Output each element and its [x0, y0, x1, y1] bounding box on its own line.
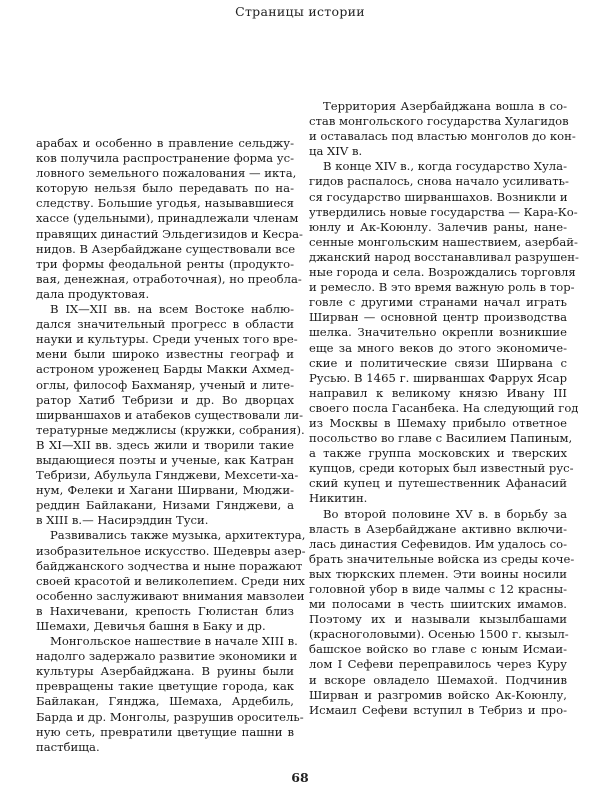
text-line: оглы, философ Бахманяр, ученый и лите- — [36, 377, 294, 392]
text-line: ков получила распространение форма ус- — [36, 151, 294, 166]
text-line: тературные меджлисы (кружки, собрания). — [36, 422, 305, 437]
text-line: головной убор в виде чалмы с 12 красны- — [309, 582, 567, 596]
text-line: пастбища. — [36, 739, 100, 754]
text-line: Поэтому их и называли кызылбашами — [309, 612, 567, 627]
text-line: дала продуктовая. — [36, 286, 150, 301]
text-line: Шемахи, Девичья башня в Баку и др. — [36, 619, 266, 633]
text-line: лом I Сефеви переправилось через Куру — [309, 657, 567, 672]
text-line: брать значительные войска из среды коче- — [309, 551, 575, 566]
paragraph — [36, 634, 304, 755]
text-line: шелка. Значительно окрепли возникшие — [309, 325, 567, 340]
text-line: власть в Азербайджане активно включи- — [309, 521, 567, 536]
text-line: арабах и особенно в правление сельджу- — [36, 136, 294, 150]
text-line: Барда и др. Монголы, разрушив ороситель- — [36, 709, 304, 724]
text-line: Русью. В 1465 г. ширваншах Фаррух Ясар — [309, 370, 567, 385]
text-line: ца XIV в. — [309, 144, 363, 159]
text-line: три формы феодальной ренты (продукто- — [36, 256, 294, 271]
text-line: еще за много веков до этого экономиче- — [309, 340, 567, 355]
text-line: превращены такие цветущие города, как — [36, 679, 294, 694]
text-column-left — [36, 136, 306, 755]
text-line: гидов распалось, снова начало усиливать- — [309, 174, 569, 189]
page-number: 68 — [291, 770, 309, 785]
text-line: Развивались также музыка, архитектура, — [50, 528, 306, 543]
text-line: (красноголовыми). Осенью 1500 г. кызыл- — [309, 627, 569, 642]
text-line: башское войско во главе с юным Исмаи- — [309, 642, 567, 657]
text-line: мени были широко известны географ и — [36, 347, 294, 362]
paragraph — [36, 528, 306, 634]
text-line: надолго задержало развитие экономики и — [36, 649, 298, 664]
text-line: дался значительный прогресс в области — [36, 317, 294, 332]
text-line: и вскоре овладело Шемахой. Подчинив — [309, 672, 567, 687]
text-line: посольство во главе с Василием Папиным, — [309, 431, 573, 446]
text-line: астроном уроженец Барды Макки Ахмед- — [36, 362, 294, 377]
text-line: и ремесло. В это время важную роль в тор- — [309, 280, 575, 295]
text-line: Исмаил Сефеви вступил в Тебриз и про- — [309, 702, 567, 717]
text-line: ные города и села. Возрождались торговля — [309, 265, 576, 280]
text-line: джанский народ восстанавливал разрушен- — [309, 249, 579, 264]
text-line: Во второй половине XV в. в борьбу за — [323, 506, 567, 521]
text-line: В конце XIV в., когда государство Хула- — [323, 159, 567, 174]
text-line: и оставалась под властью монголов до кон- — [309, 129, 576, 144]
text-line: науки и культуры. Среди ученых того вре- — [36, 332, 298, 347]
text-line: купцов, среди которых был известный рус- — [309, 461, 574, 476]
text-line: утвердились новые государства — Кара-Ко- — [309, 204, 578, 219]
text-line: лась династия Сефевидов. Им удалось со- — [309, 536, 567, 551]
text-line: выдающиеся поэты и ученые, как Катран — [36, 452, 294, 467]
text-line: В XI—XII вв. здесь жили и творили такие — [36, 437, 294, 452]
text-line: став монгольского государства Хулагидов — [309, 114, 569, 129]
text-line: Монгольское нашествие в начале XIII в. — [50, 634, 298, 649]
text-line: из Москвы в Шемаху прибыло ответное — [309, 415, 567, 430]
paragraph — [36, 302, 305, 528]
text-line: а также группа московских и тверских — [309, 446, 567, 461]
text-line: Ширван — основной центр производства — [309, 310, 567, 325]
text-line: ся государство ширваншахов. Возникли и — [309, 189, 568, 204]
text-line: вая, денежная, отработочная), но преобла- — [36, 271, 302, 286]
text-line: ский купец и путешественник Афанасий — [309, 476, 567, 491]
text-line: реддин Байлакани, Низами Гянджеви, а — [36, 498, 294, 513]
text-line: изобразительное искусство. Шедевры азер- — [36, 543, 306, 558]
text-line: культуры Азербайджана. В руины были — [36, 664, 294, 679]
text-line: ские и политические связи Ширвана с — [309, 355, 567, 370]
text-line: вых тюркских племен. Эти воины носили — [309, 566, 567, 581]
text-line: ную сеть, превратили цветущие пашни в — [36, 724, 294, 739]
text-line: которую нельзя было передавать по на- — [36, 181, 294, 196]
text-line: байджанского зодчества и ныне поражают — [36, 558, 303, 573]
text-line: своего посла Гасанбека. На следующий год — [309, 400, 579, 415]
paragraph — [309, 99, 576, 159]
text-line: Тебризи, Абульула Гянджеви, Мехсети-ха- — [36, 468, 299, 483]
running-head: Страницы истории — [235, 4, 365, 19]
paragraph — [36, 136, 303, 302]
text-line: в Нахичевани, крепость Гюлистан близ — [36, 603, 294, 618]
text-line: правящих династий Эльдегизидов и Кесра- — [36, 226, 303, 241]
text-line: Ширван и разгромив войско Ак-Коюнлу, — [309, 687, 567, 702]
text-line: ми полосами в честь шиитских имамов. — [309, 597, 567, 612]
text-line: Никитин. — [309, 491, 368, 506]
text-line: сенные монгольским нашествием, азербай- — [309, 234, 578, 249]
text-line: в XIII в.— Насирэддин Туси. — [36, 513, 209, 528]
text-line: хассе (удельными), принадлежали членам — [36, 211, 299, 226]
text-line: направил к великому князю Ивану III — [309, 385, 567, 400]
paragraph — [309, 159, 579, 506]
text-line: юнлу и Ак-Коюнлу. Залечив раны, нане- — [309, 219, 567, 234]
text-line: говле с другими странами начал играть — [309, 295, 567, 310]
paragraph — [309, 506, 575, 718]
text-line: следству. Большие угодья, называвшиеся — [36, 196, 294, 211]
text-line: особенно заслуживают внимания мавзолеи — [36, 588, 305, 603]
text-column-right — [309, 99, 579, 718]
text-line: В IX—XII вв. на всем Востоке наблю- — [50, 302, 294, 317]
text-line: нидов. В Азербайджане существовали все — [36, 241, 296, 256]
text-line: ловного земельного пожалования — икта, — [36, 166, 297, 181]
text-line: нум, Фелеки и Хагани Ширвани, Мюджи- — [36, 483, 294, 498]
text-line: Байлакан, Гянджа, Шемаха, Ардебиль, — [36, 694, 294, 709]
text-line: ратор Хатиб Тебризи и др. Во дворцах — [36, 392, 294, 407]
text-line: Территория Азербайджана вошла в со- — [323, 99, 567, 113]
text-line: ширваншахов и атабеков существовали ли- — [36, 407, 304, 422]
text-line: своей красотой и великолепием. Среди них — [36, 573, 305, 588]
